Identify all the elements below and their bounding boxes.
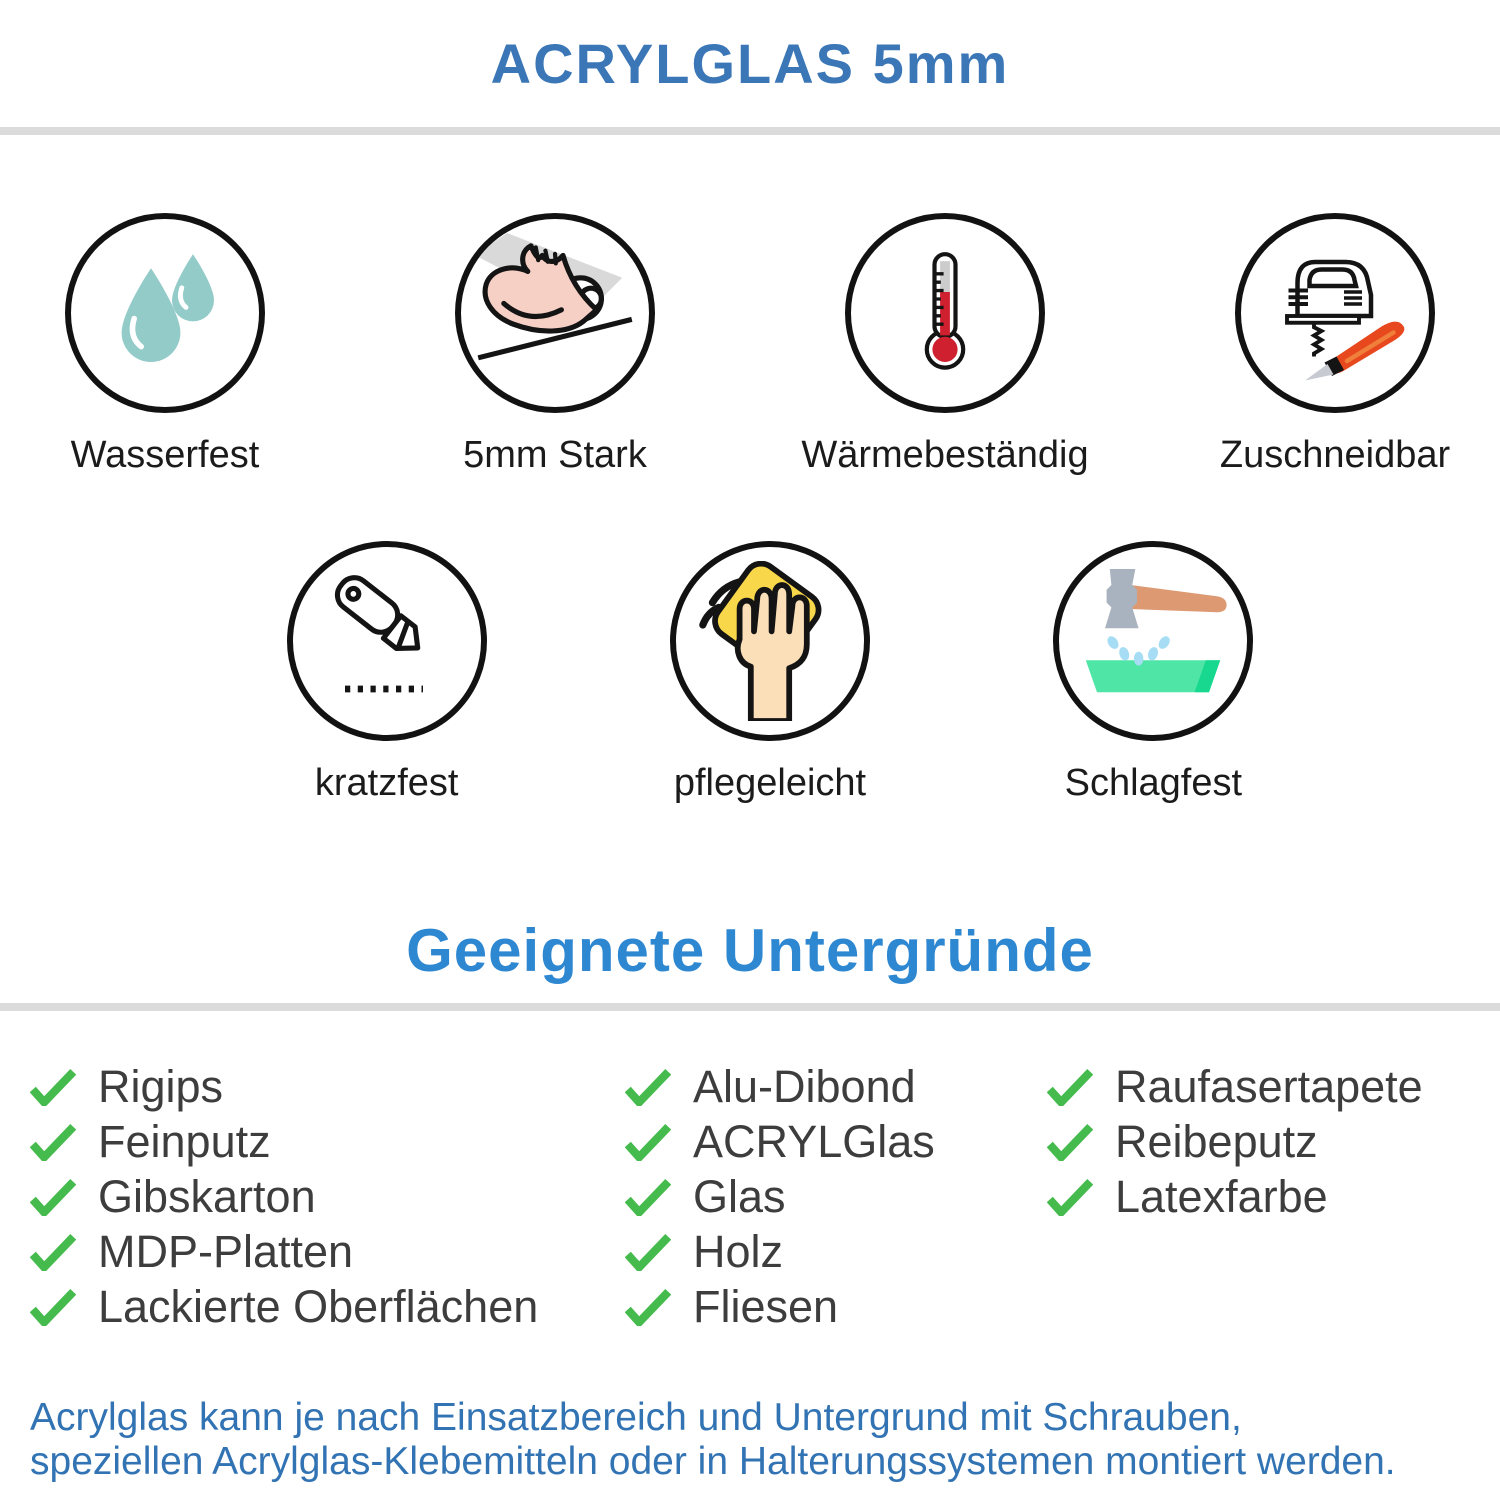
list-item [625,1061,1047,1113]
check-icon [30,1123,76,1161]
feature-pflegeleicht [578,541,961,805]
check-icon [30,1233,76,1271]
check-icon [1047,1178,1093,1216]
list-item [1047,1061,1500,1113]
list-item-label: ACRYLGlas [693,1116,935,1168]
check-icon [625,1288,671,1326]
list-item [625,1226,1047,1278]
substrates-title: Geeignete Untergründe [406,917,1094,985]
list-item-label: Alu-Dibond [693,1061,916,1113]
list-item-label: Holz [693,1226,784,1278]
thermometer-icon [845,213,1045,413]
list-item-label: Glas [693,1171,786,1223]
check-icon [625,1068,671,1106]
features-section [0,213,1500,805]
footer-line-2: speziellen Acrylglas-Klebemitteln oder in Halterungssystemen montiert werden. [30,1440,1396,1484]
list-item [30,1116,625,1168]
list-item-label: Reibeputz [1115,1116,1318,1168]
features-row-2 [195,541,1345,805]
check-icon [30,1288,76,1326]
utility-knife-icon [287,541,487,741]
feature-label: Wasserfest [70,434,260,477]
list-item [30,1226,625,1278]
muscle-arm-icon [475,233,635,393]
list-item-label: Latexfarbe [1115,1171,1328,1223]
features-row-1 [0,213,1500,477]
cleaning-hand-icon [670,541,870,741]
list-item [30,1171,625,1223]
check-icon [625,1233,671,1271]
substrates-column-2 [625,1061,1047,1340]
substrates-column-3 [1047,1061,1500,1340]
list-item-label: Lackierte Oberflächen [98,1281,539,1333]
thermometer-icon [875,243,1015,383]
jigsaw-icon [1260,238,1410,388]
page-title: ACRYLGLAS 5mm [490,32,1010,95]
list-item [625,1171,1047,1223]
footer-line-1: Acrylglas kann je nach Einsatzbereich und Untergrund mit Schrauben, [30,1396,1242,1440]
substrates-section [0,1061,1500,1340]
feature-label: kratzfest [314,762,459,805]
hammer-icon [1053,541,1253,741]
feature-zuschneidbar [1140,213,1500,477]
list-item-label: MDP-Platten [98,1226,354,1278]
list-item-label: Gibskarton [98,1171,316,1223]
feature-label: 5mm Stark [463,434,647,477]
feature-5mm-stark [360,213,750,477]
check-icon [30,1068,76,1106]
feature-kratzfest [195,541,578,805]
list-item [30,1061,625,1113]
utility-knife-icon [312,566,462,716]
list-item [1047,1116,1500,1168]
list-item-label: Feinputz [98,1116,271,1168]
check-icon [625,1123,671,1161]
water-drops-icon [95,243,235,383]
list-item [1047,1171,1500,1223]
feature-label: Schlagfest [1064,762,1243,805]
middle-divider [0,1003,1500,1011]
list-item-label: Raufasertapete [1115,1061,1423,1113]
check-icon [30,1178,76,1216]
feature-label: pflegeleicht [673,762,867,805]
list-item-label: Rigips [98,1061,224,1113]
cleaning-hand-icon [690,561,850,721]
check-icon [1047,1068,1093,1106]
feature-schlagfest [962,541,1345,805]
footer-note [0,1396,1500,1484]
check-icon [625,1178,671,1216]
feature-label: Zuschneidbar [1219,434,1451,477]
feature-label: Wärmebeständig [801,434,1089,477]
list-item-label: Fliesen [693,1281,839,1333]
hammer-icon [1073,561,1233,721]
top-divider [0,127,1500,135]
water-drops-icon [65,213,265,413]
feature-wasserfest [0,213,360,477]
list-item [625,1116,1047,1168]
muscle-arm-icon [455,213,655,413]
substrates-column-1 [30,1061,625,1340]
check-icon [1047,1123,1093,1161]
list-item [30,1281,625,1333]
feature-waermebestaendig [750,213,1140,477]
list-item [625,1281,1047,1333]
jigsaw-icon [1235,213,1435,413]
